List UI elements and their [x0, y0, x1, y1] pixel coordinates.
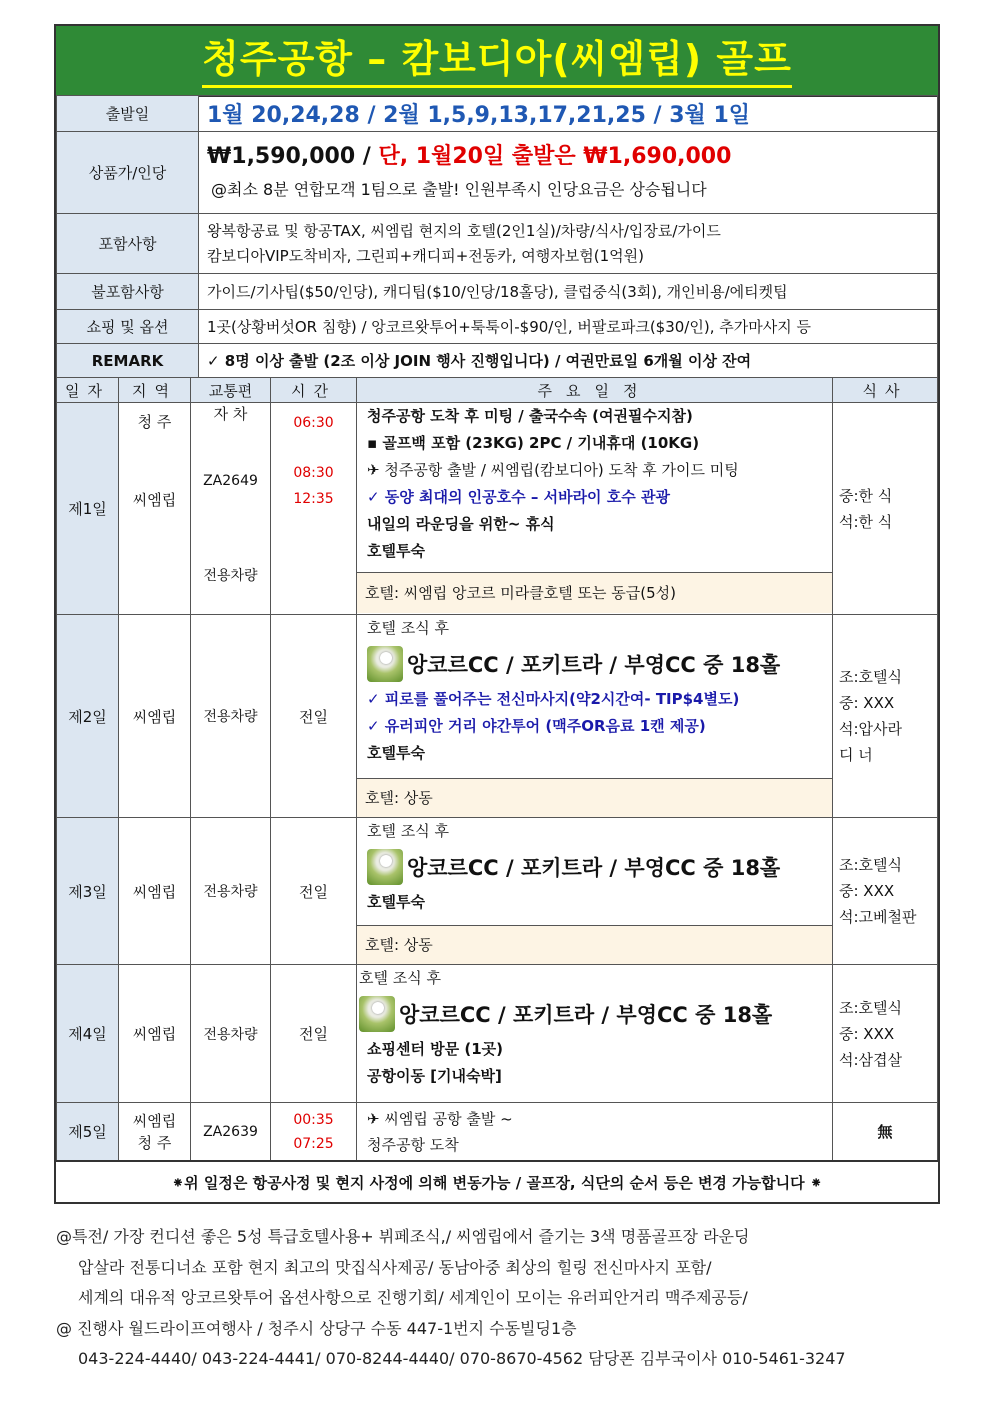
meal-breakfast: 조:호텔식	[839, 668, 903, 686]
note-line: 압살라 전통디너쇼 포함 현지 최고의 맛집식사제공/ 동남아중 최상의 힐링 전신마사지 포함/	[78, 1257, 712, 1277]
hotel-info: 호텔: 상동	[357, 925, 832, 964]
meal-dinner-cont: 디 너	[839, 746, 873, 764]
price-cell	[199, 132, 938, 214]
remark-label: REMARK	[57, 344, 199, 378]
region-destination: 청 주	[137, 1133, 172, 1152]
note-line: @특전/ 가장 컨디션 좋은 5성 특급호텔사용+ 뷔페조식,/ 씨엠립에서 즐기는 3색 명품골프장 라운딩	[56, 1227, 750, 1246]
day-row-1	[57, 403, 938, 615]
remark-value: ✓ 8명 이상 출발 (2조 이상 JOIN 행사 진행입니다) / 여권만료일 6개월 이상 잔여	[199, 344, 938, 378]
meal-dinner: 석:압사라	[839, 720, 903, 738]
include-line-1: 왕복항공료 및 항공TAX, 씨엠립 현지의 호텔(2인1실)/차량/식사/입장료/가이드	[207, 221, 721, 240]
region-origin: 씨엠립	[132, 1111, 177, 1130]
option-value: 1곳(상황버섯OR 침향) / 앙코르왓투어+툭툭이-$90/인, 버팔로파크($30/인), 추가마사지 등	[199, 310, 938, 344]
day-row-2	[57, 615, 938, 818]
time: 전일	[271, 615, 357, 818]
day-row-5	[57, 1103, 938, 1161]
day-row-4	[57, 965, 938, 1103]
schedule-line: ✈ 씨엠립 공항 출발 ~	[367, 1109, 513, 1128]
transport: 전용차량	[191, 615, 271, 818]
departure-value: 1월 20,24,28 / 2월 1,5,9,13,17,21,25 / 3월 1일	[199, 96, 938, 132]
day-label: 제2일	[57, 615, 119, 818]
include-cell	[199, 214, 938, 274]
meal-dinner: 석:한 식	[839, 512, 893, 531]
transport-car: 자 차	[213, 405, 248, 423]
header-transport: 교통편	[191, 378, 271, 403]
itinerary-sheet	[54, 24, 940, 1204]
transport: 전용차량	[191, 818, 271, 965]
schedule-line: 호텔 조식 후	[367, 619, 449, 637]
schedule-line: ▪ 골프백 포함 (23KG) 2PC / 기내휴대 (10KG)	[367, 434, 700, 452]
day-row-3	[57, 818, 938, 965]
exclude-value: 가이드/기사팁($50/인당), 캐디팁($10/인당/18홀당), 클럽중식(3회), 개인비용/에티켓팁	[199, 274, 938, 310]
time: 전일	[271, 818, 357, 965]
page-title: 청주공항 – 캄보디아(씨엠립) 골프	[202, 33, 792, 88]
day-label: 제1일	[57, 403, 119, 615]
schedule-line: 호텔투숙	[367, 744, 425, 762]
meal-dinner: 석:고베철판	[839, 908, 917, 926]
day-label: 제4일	[57, 965, 119, 1103]
schedule-table	[56, 377, 938, 1161]
price-main: ₩1,590,000 /	[207, 143, 379, 169]
header-time: 시간	[271, 378, 357, 403]
departure-label: 출발일	[57, 96, 199, 132]
meal-none: 無	[833, 1103, 938, 1161]
meal-breakfast: 조:호텔식	[839, 998, 903, 1017]
transport-vehicle: 전용차량	[203, 568, 258, 584]
header-day: 일자	[57, 378, 119, 403]
meal-lunch: 중: XXX	[839, 882, 895, 900]
region-destination: 씨엠립	[132, 491, 177, 509]
note-line: 043-224-4440/ 043-224-4441/ 070-8244-4440/ 070-8670-4562 담당폰 김부국이사 010-5461-3247	[78, 1349, 846, 1368]
region: 씨엠립	[119, 965, 191, 1103]
golf-ball-icon	[367, 849, 403, 885]
region: 씨엠립	[119, 615, 191, 818]
time-arrival: 12:35	[293, 491, 334, 507]
price-exception: 단, 1월20일 출발은 ₩1,690,000	[378, 143, 732, 169]
info-table	[56, 95, 938, 378]
title-banner	[56, 26, 938, 97]
note-line: @ 진행사 월드라이프여행사 / 청주시 상당구 수동 447-1번지 수동빌딩1층	[56, 1318, 577, 1338]
region-origin: 청 주	[137, 413, 172, 431]
schedule-line: ✓ 유러피안 거리 야간투어 (맥주OR음료 1캔 제공)	[367, 717, 706, 735]
golf-ball-icon	[359, 996, 395, 1032]
hotel-info: 호텔: 상동	[357, 778, 832, 817]
time: 전일	[271, 965, 357, 1103]
price-note: @최소 8분 연합모객 1팀으로 출발! 인원부족시 인당요금은 상승됩니다	[211, 179, 707, 199]
day-label: 제5일	[57, 1103, 119, 1161]
time-arrival: 07:25	[293, 1135, 334, 1152]
schedule-line: ✓ 피로를 풀어주는 전신마사지(약2시간여- TIP$4별도)	[367, 690, 740, 708]
schedule-line: 쇼핑센터 방문 (1곳)	[367, 1040, 504, 1058]
exclude-label: 불포함사항	[57, 274, 199, 310]
time-meeting: 06:30	[293, 415, 334, 431]
schedule-line: 호텔 조식 후	[367, 822, 449, 840]
day-label: 제3일	[57, 818, 119, 965]
schedule-line: 호텔투숙	[367, 542, 425, 560]
schedule-line: 청주공항 도착 후 미팅 / 출국수속 (여권필수지참)	[367, 407, 693, 425]
schedule-line: 공항이동 [기내숙박]	[367, 1067, 502, 1085]
flight-number: ZA2649	[203, 473, 258, 489]
schedule-line: ✓ 동양 최대의 인공호수 – 서바라이 호수 관광	[367, 488, 670, 506]
schedule-line: ✈ 청주공항 출발 / 씨엠립(캄보디아) 도착 후 가이드 미팅	[367, 461, 739, 479]
golf-course: 앙코르CC / 포키트라 / 부영CC 중 18홀	[399, 1003, 773, 1027]
meal-dinner: 석:삼겹살	[839, 1050, 903, 1069]
region: 씨엠립	[119, 818, 191, 965]
meal-breakfast: 조:호텔식	[839, 856, 903, 874]
price-label: 상품가/인당	[57, 132, 199, 214]
golf-ball-icon	[367, 646, 403, 682]
golf-course: 앙코르CC / 포키트라 / 부영CC 중 18홀	[407, 653, 781, 677]
schedule-line: 내일의 라운딩을 위한~ 휴식	[367, 515, 555, 533]
schedule-line: 청주공항 도착	[367, 1135, 459, 1154]
meal-lunch: 중: XXX	[839, 1024, 895, 1043]
meal-lunch: 중: XXX	[839, 694, 895, 712]
header-schedule: 주요일정	[357, 378, 833, 403]
include-label: 포함사항	[57, 214, 199, 274]
include-line-2: 캄보디아VIP도착비자, 그린피+캐디피+전동카, 여행자보험(1억원)	[207, 246, 644, 265]
golf-course: 앙코르CC / 포키트라 / 부영CC 중 18홀	[407, 856, 781, 880]
time-departure: 08:30	[293, 465, 334, 481]
notes-section	[56, 1222, 936, 1375]
meal-lunch: 중:한 식	[839, 486, 893, 505]
header-region: 지역	[119, 378, 191, 403]
transport: 전용차량	[191, 965, 271, 1103]
header-meal: 식사	[833, 378, 938, 403]
time-departure: 00:35	[293, 1111, 334, 1128]
schedule-line: 호텔 조식 후	[359, 969, 441, 987]
flight-number: ZA2639	[191, 1103, 271, 1161]
schedule-line: 호텔투숙	[367, 893, 425, 911]
footer-notice: ⁕위 일정은 항공사정 및 현지 사정에 의해 변동가능 / 골프장, 식단의 순서 등은 변경 가능합니다 ⁕	[56, 1160, 938, 1202]
option-label: 쇼핑 및 옵션	[57, 310, 199, 344]
hotel-info: 호텔: 씨엠립 앙코르 미라클호텔 또는 동급(5성)	[357, 572, 832, 613]
note-line: 세계의 대유적 앙코르왓투어 옵션사항으로 진행기회/ 세계인이 모이는 유러피안거리 맥주제공등/	[78, 1288, 748, 1307]
